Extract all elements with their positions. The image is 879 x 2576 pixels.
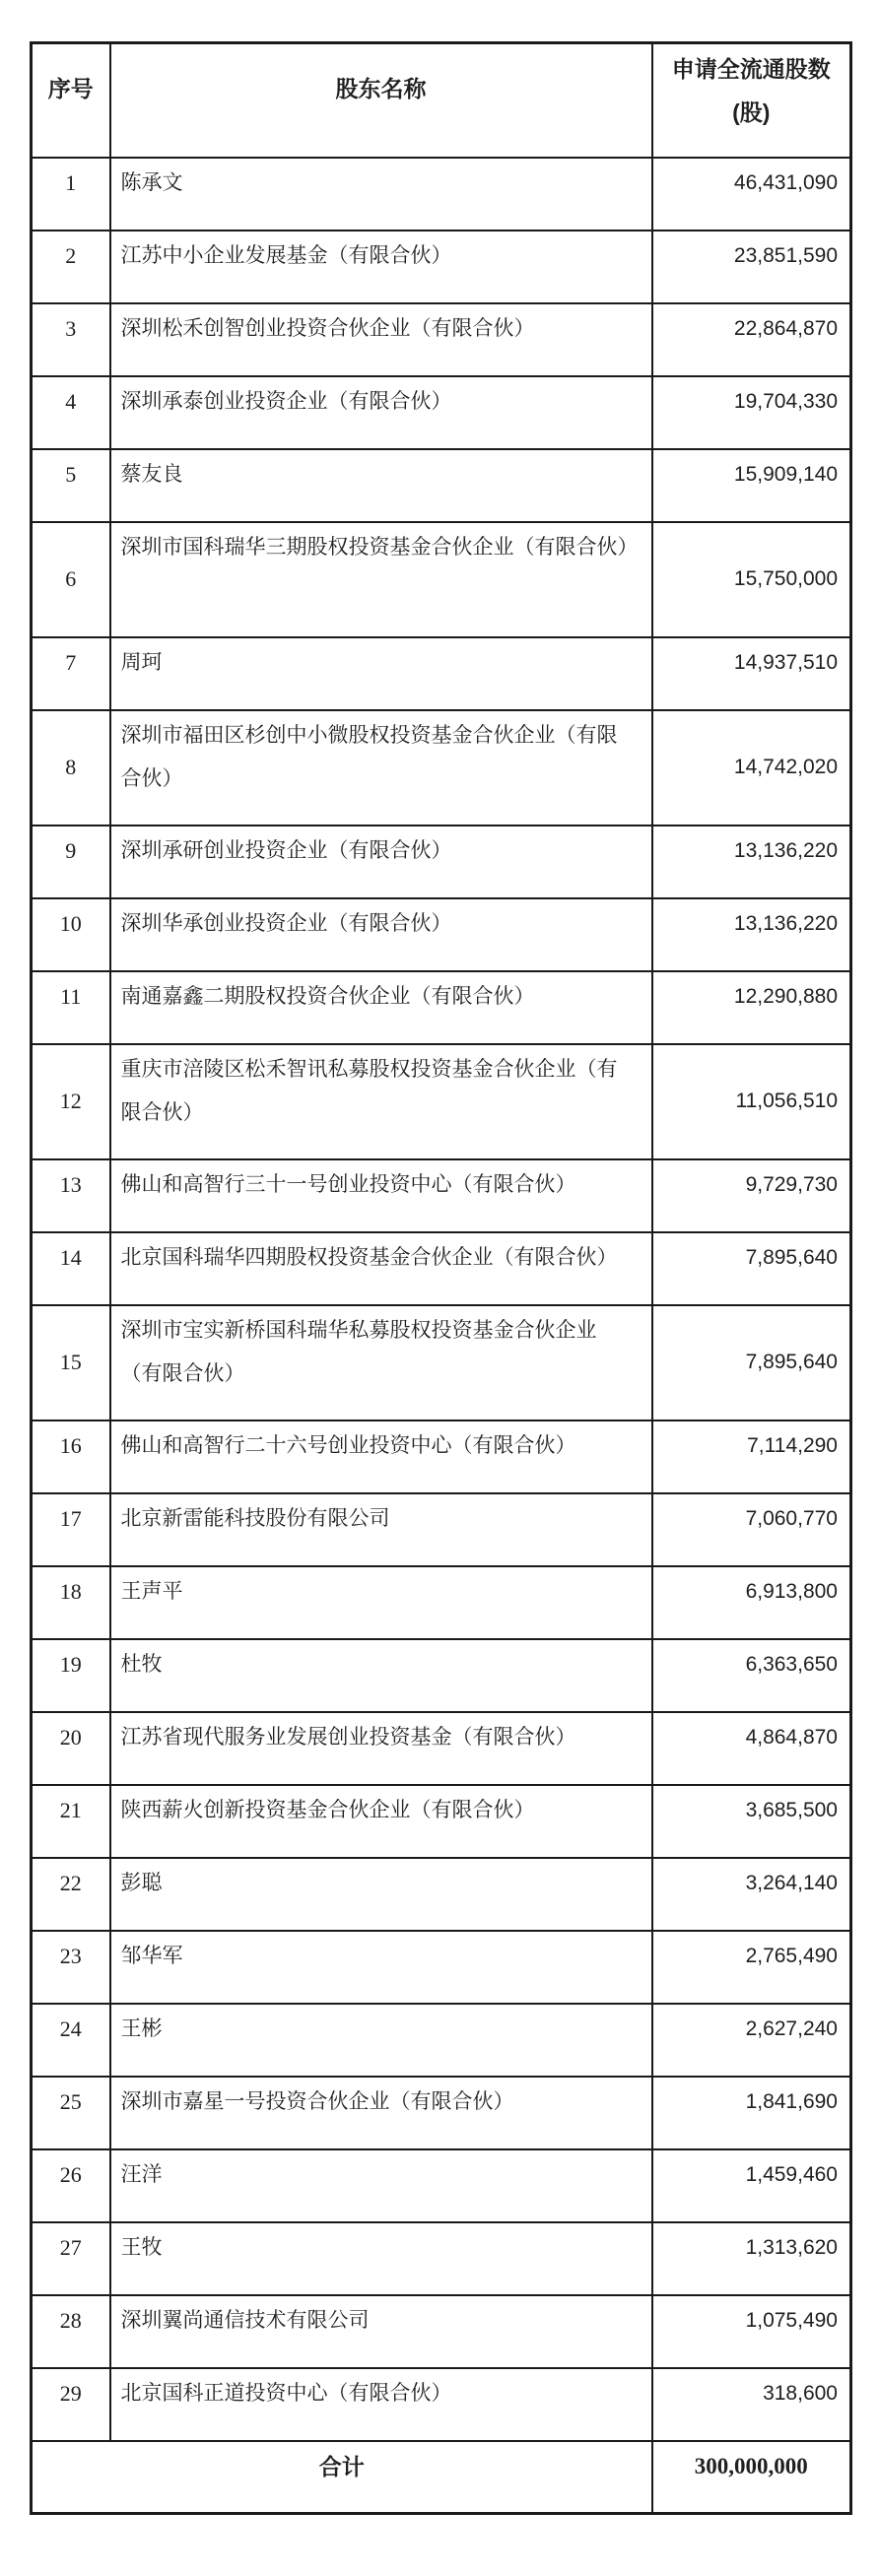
table-row [32,637,851,710]
shareholder-name-cell: 陈承文 [110,158,652,231]
table-row [32,2004,851,2077]
row-no-cell: 9 [32,826,110,898]
shareholder-name-cell: 北京国科瑞华四期股权投资基金合伙企业（有限合伙） [110,1232,652,1305]
header-shareholder-name: 股东名称 [110,43,652,158]
shares-cell: 3,685,500 [652,1785,851,1858]
shareholder-name-cell: 佛山和高智行二十六号创业投资中心（有限合伙） [110,1420,652,1493]
shares-cell: 4,864,870 [652,1712,851,1785]
shares-cell: 9,729,730 [652,1159,851,1232]
table-row [32,2077,851,2149]
row-no-cell: 25 [32,2077,110,2149]
row-no-cell: 3 [32,303,110,376]
row-no-cell: 6 [32,522,110,637]
shareholder-name-cell: 王声平 [110,1566,652,1639]
header-shares-line2: (股) [732,99,771,125]
table-row [32,2222,851,2295]
row-no-cell: 16 [32,1420,110,1493]
header-shares-line1: 申请全流通股数 [671,56,831,82]
row-no-cell: 19 [32,1639,110,1712]
table-row [32,1858,851,1931]
shares-cell: 1,313,620 [652,2222,851,2295]
shares-cell: 46,431,090 [652,158,851,231]
shares-cell: 22,864,870 [652,303,851,376]
table-row [32,1420,851,1493]
shares-cell: 6,913,800 [652,1566,851,1639]
row-no-cell: 26 [32,2149,110,2222]
table-row [32,826,851,898]
shares-cell: 318,600 [652,2368,851,2441]
shareholder-name-cell: 王彬 [110,2004,652,2077]
shares-cell: 11,056,510 [652,1044,851,1159]
shareholder-name-cell: 深圳市嘉星一号投资合伙企业（有限合伙） [110,2077,652,2149]
shares-cell: 15,909,140 [652,449,851,522]
shares-cell: 7,060,770 [652,1493,851,1566]
table-row [32,1493,851,1566]
table-row [32,1931,851,2004]
shareholder-name-cell: 重庆市涪陵区松禾智讯私募股权投资基金合伙企业（有限合伙） [110,1044,652,1159]
total-shares-cell: 300,000,000 [652,2441,851,2514]
table-row [32,1639,851,1712]
shares-cell: 7,114,290 [652,1420,851,1493]
shareholder-name-cell: 北京国科正道投资中心（有限合伙） [110,2368,652,2441]
table-row [32,1044,851,1159]
shares-cell: 2,765,490 [652,1931,851,2004]
shareholder-name-cell: 深圳市宝实新桥国科瑞华私募股权投资基金合伙企业（有限合伙） [110,1305,652,1420]
table-row [32,376,851,449]
shares-cell: 14,937,510 [652,637,851,710]
row-no-cell: 28 [32,2295,110,2368]
row-no-cell: 1 [32,158,110,231]
table-body [32,158,851,2514]
shares-cell: 23,851,590 [652,231,851,303]
shareholder-name-cell: 周珂 [110,637,652,710]
table-row [32,1232,851,1305]
row-no-cell: 17 [32,1493,110,1566]
total-label-cell: 合计 [32,2441,652,2514]
shares-cell: 7,895,640 [652,1305,851,1420]
row-no-cell: 23 [32,1931,110,2004]
row-no-cell: 29 [32,2368,110,2441]
row-no-cell: 13 [32,1159,110,1232]
shares-cell: 1,459,460 [652,2149,851,2222]
table-row [32,1305,851,1420]
table-row [32,898,851,971]
shareholder-name-cell: 杜牧 [110,1639,652,1712]
table-row [32,1566,851,1639]
shares-cell: 3,264,140 [652,1858,851,1931]
row-no-cell: 27 [32,2222,110,2295]
row-no-cell: 20 [32,1712,110,1785]
shares-cell: 15,750,000 [652,522,851,637]
shareholder-name-cell: 佛山和高智行三十一号创业投资中心（有限合伙） [110,1159,652,1232]
shareholder-name-cell: 江苏中小企业发展基金（有限合伙） [110,231,652,303]
shares-cell: 13,136,220 [652,826,851,898]
header-no: 序号 [32,43,110,158]
row-no-cell: 7 [32,637,110,710]
row-no-cell: 11 [32,971,110,1044]
table-row [32,449,851,522]
row-no-cell: 15 [32,1305,110,1420]
shares-cell: 19,704,330 [652,376,851,449]
table-row [32,971,851,1044]
table-row [32,1159,851,1232]
shareholder-name-cell: 深圳华承创业投资企业（有限合伙） [110,898,652,971]
shareholder-name-cell: 深圳翼尚通信技术有限公司 [110,2295,652,2368]
row-no-cell: 10 [32,898,110,971]
shareholder-name-cell: 江苏省现代服务业发展创业投资基金（有限合伙） [110,1712,652,1785]
row-no-cell: 14 [32,1232,110,1305]
table-header [32,43,851,158]
shareholder-name-cell: 蔡友良 [110,449,652,522]
table-row [32,303,851,376]
table-row [32,522,851,637]
shares-cell: 12,290,880 [652,971,851,1044]
shareholder-name-cell: 南通嘉鑫二期股权投资合伙企业（有限合伙） [110,971,652,1044]
row-no-cell: 24 [32,2004,110,2077]
shareholder-name-cell: 深圳承泰创业投资企业（有限合伙） [110,376,652,449]
table-row [32,231,851,303]
shares-cell: 1,075,490 [652,2295,851,2368]
shareholder-name-cell: 深圳松禾创智创业投资合伙企业（有限合伙） [110,303,652,376]
table-row [32,158,851,231]
row-no-cell: 21 [32,1785,110,1858]
shares-cell: 1,841,690 [652,2077,851,2149]
row-no-cell: 12 [32,1044,110,1159]
shares-cell: 14,742,020 [652,710,851,826]
shareholder-name-cell: 邹华军 [110,1931,652,2004]
table-row [32,2149,851,2222]
table-row [32,1712,851,1785]
shareholder-name-cell: 彭聪 [110,1858,652,1931]
header-row [32,43,851,158]
row-no-cell: 2 [32,231,110,303]
shares-cell: 13,136,220 [652,898,851,971]
shares-cell: 2,627,240 [652,2004,851,2077]
shares-cell: 6,363,650 [652,1639,851,1712]
shareholder-table [30,41,852,2515]
row-no-cell: 4 [32,376,110,449]
row-no-cell: 18 [32,1566,110,1639]
shareholder-name-cell: 深圳承研创业投资企业（有限合伙） [110,826,652,898]
total-row [32,2441,851,2514]
row-no-cell: 8 [32,710,110,826]
row-no-cell: 22 [32,1858,110,1931]
shareholder-name-cell: 陕西薪火创新投资基金合伙企业（有限合伙） [110,1785,652,1858]
table-row [32,2368,851,2441]
header-shares [652,43,851,158]
shareholder-name-cell: 汪洋 [110,2149,652,2222]
shareholder-name-cell: 深圳市福田区杉创中小微股权投资基金合伙企业（有限合伙） [110,710,652,826]
table-row [32,2295,851,2368]
table-row [32,1785,851,1858]
shareholder-name-cell: 深圳市国科瑞华三期股权投资基金合伙企业（有限合伙） [110,522,652,637]
table-row [32,710,851,826]
shareholder-name-cell: 王牧 [110,2222,652,2295]
row-no-cell: 5 [32,449,110,522]
shareholder-name-cell: 北京新雷能科技股份有限公司 [110,1493,652,1566]
shares-cell: 7,895,640 [652,1232,851,1305]
